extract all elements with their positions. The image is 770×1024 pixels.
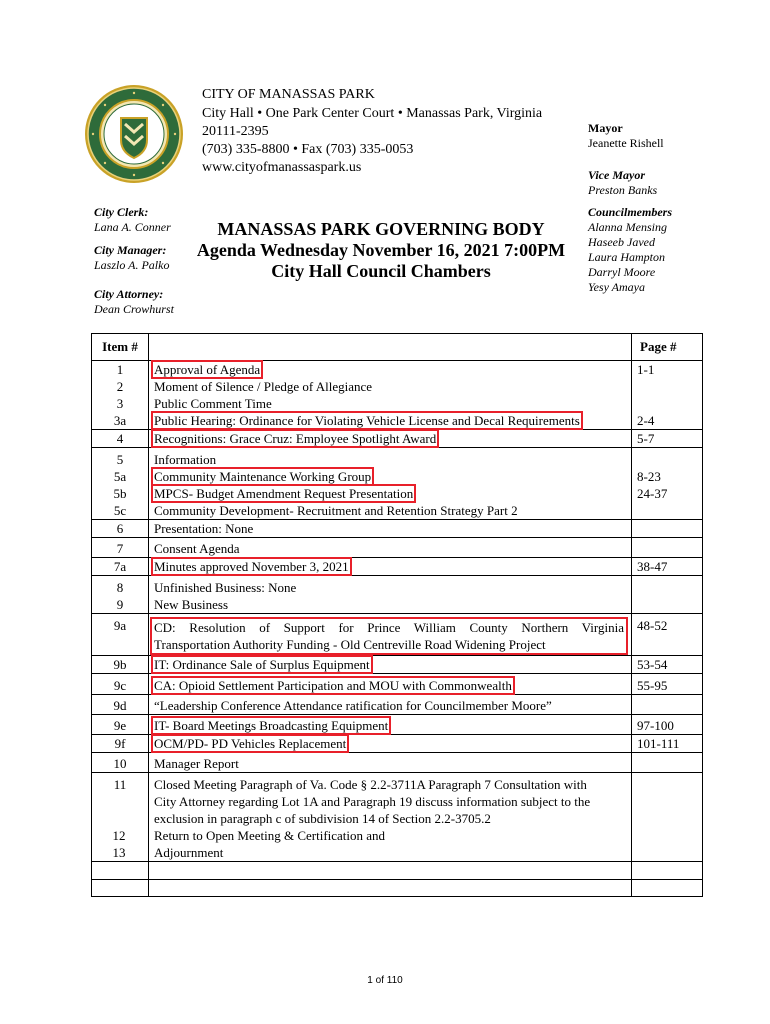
- item-number: 9b: [113, 657, 127, 672]
- item-number: 9c: [113, 678, 127, 693]
- item-text: Community Development- Recruitment and Retention Strategy Part 2: [154, 503, 518, 518]
- table-row: [92, 538, 703, 558]
- councilmember-name: Yesy Amaya: [588, 280, 645, 294]
- councilmember-name: Haseeb Javed: [588, 235, 655, 249]
- table-row: [92, 430, 703, 448]
- phone-line: (703) 335-8800 • Fax (703) 335-0053: [202, 142, 414, 157]
- item-number: 2: [116, 379, 124, 394]
- page-range: 48-52: [637, 618, 668, 633]
- mayor-block: [588, 121, 664, 151]
- table-header-row: [92, 334, 703, 361]
- item-number: 10: [113, 756, 127, 771]
- councilmembers-block: [588, 205, 672, 295]
- minutes-link[interactable]: Minutes approved November 3, 2021: [151, 557, 352, 576]
- city-manager-name: Laszlo A. Palko: [94, 258, 170, 272]
- item-text: Adjournment: [154, 845, 224, 860]
- councilmembers-title: Councilmembers: [588, 205, 673, 219]
- pd-vehicles-link[interactable]: OCM/PD- PD Vehicles Replacement: [151, 734, 349, 753]
- description-column-header: [149, 334, 632, 361]
- item-text: Return to Open Meeting & Certification and: [154, 828, 386, 843]
- table-row: [92, 558, 703, 576]
- item-number: 9a: [113, 618, 127, 633]
- table-row: [92, 614, 703, 656]
- item-number: 13: [112, 845, 126, 860]
- item-text: Transportation Authority Funding - Old Centreville Road Widening Project: [154, 637, 546, 652]
- item-number: 4: [116, 431, 124, 446]
- table-row: [92, 862, 703, 880]
- item-number: 5a: [113, 469, 127, 484]
- page-indicator: 1 of 110: [367, 975, 403, 986]
- vice-mayor-title: Vice Mayor: [588, 168, 645, 182]
- item-number: 8: [116, 580, 124, 595]
- item-text: Unfinished Business: None: [154, 580, 297, 595]
- page-range: 5-7: [637, 431, 655, 446]
- item-number: 6: [116, 521, 124, 536]
- mpcs-budget-link[interactable]: MPCS- Budget Amendment Request Presentation: [151, 484, 416, 503]
- address-line: City Hall • One Park Center Court • Manassas Park, Virginia: [202, 106, 543, 121]
- table-row: [92, 715, 703, 735]
- cd-resolution-link[interactable]: [150, 617, 628, 655]
- city-attorney-name: Dean Crowhurst: [94, 302, 174, 316]
- vice-mayor-name: Preston Banks: [588, 183, 658, 197]
- city-name: CITY OF MANASSAS PARK: [202, 87, 375, 102]
- item-number: 7a: [113, 559, 127, 574]
- item-number: 9e: [113, 718, 127, 733]
- table-row: [92, 674, 703, 695]
- table-row: [92, 576, 703, 614]
- mayor-title: Mayor: [588, 121, 623, 135]
- page-range: 55-95: [637, 678, 668, 693]
- table-row: [92, 880, 703, 897]
- item-text: New Business: [154, 597, 229, 612]
- page-range: 2-4: [637, 413, 655, 428]
- mayor-name: Jeanette Rishell: [588, 136, 664, 150]
- city-seal-logo: [84, 84, 184, 184]
- item-text: Information: [154, 452, 217, 467]
- table-row: [92, 656, 703, 674]
- item-text: City Attorney regarding Lot 1A and Paragraph 19 discuss information subject to the: [154, 794, 591, 809]
- page-range: 24-37: [637, 486, 668, 501]
- chambers-title: City Hall Council Chambers: [271, 261, 491, 281]
- item-column-header: Item #: [92, 334, 149, 361]
- item-number: 12: [112, 828, 126, 843]
- item-number: 11: [113, 777, 127, 792]
- item-description-cell: [149, 361, 632, 430]
- page-cell: [632, 361, 703, 430]
- table-row: [92, 695, 703, 715]
- item-number: 9: [116, 597, 124, 612]
- city-clerk-name: Lana A. Conner: [94, 220, 171, 234]
- page-range: 53-54: [637, 657, 668, 672]
- item-number: 9f: [114, 736, 126, 751]
- item-text: Public Comment Time: [154, 396, 272, 411]
- item-number: 3: [116, 396, 124, 411]
- item-number: 5b: [113, 486, 127, 501]
- agenda-table: [91, 333, 703, 897]
- table-row: [92, 448, 703, 520]
- table-row: [92, 773, 703, 862]
- item-number: 5c: [113, 503, 127, 518]
- item-text: “Leadership Conference Attendance ratification for Councilmember Moore”: [154, 698, 552, 713]
- table-row: [92, 520, 703, 538]
- item-text: Consent Agenda: [154, 541, 240, 556]
- item-number: 1: [116, 362, 124, 377]
- councilmember-name: Alanna Mensing: [588, 220, 667, 234]
- community-maintenance-link[interactable]: Community Maintenance Working Group: [151, 467, 374, 486]
- recognitions-link[interactable]: Recognitions: Grace Cruz: Employee Spotlight Award: [151, 429, 439, 448]
- table-row: [92, 361, 703, 430]
- item-number: 5: [116, 452, 124, 467]
- table-row: [92, 753, 703, 773]
- page-range: 38-47: [637, 559, 668, 574]
- opioid-settlement-link[interactable]: CA: Opioid Settlement Participation and MOU with Commonwealth: [151, 676, 515, 695]
- city-attorney-block: [94, 287, 174, 317]
- page-range: 1-1: [637, 362, 655, 377]
- city-manager-block: [94, 243, 169, 273]
- page-range: 97-100: [637, 718, 674, 733]
- approval-of-agenda-link[interactable]: Approval of Agenda: [151, 360, 263, 379]
- item-text: CD: Resolution of Support for Prince William County Northern Virginia: [154, 620, 624, 635]
- agenda-date-title: Agenda Wednesday November 16, 2021 7:00PM: [196, 240, 566, 260]
- table-row: [92, 735, 703, 753]
- city-attorney-title: City Attorney:: [94, 287, 164, 301]
- it-ordinance-link[interactable]: IT: Ordinance Sale of Surplus Equipment: [151, 655, 373, 674]
- page-range: 101-111: [637, 736, 680, 751]
- item-text: Closed Meeting Paragraph of Va. Code § 2.2-3711A Paragraph 7 Consultation with: [154, 777, 587, 792]
- item-number: 7: [116, 541, 124, 556]
- website-link: www.cityofmanassaspark.us: [202, 160, 362, 175]
- item-text: Moment of Silence / Pledge of Allegiance: [154, 379, 373, 394]
- item-text: Manager Report: [154, 756, 239, 771]
- councilmember-name: Darryl Moore: [588, 265, 656, 279]
- city-clerk-title: City Clerk:: [94, 205, 149, 219]
- vice-mayor-block: [588, 168, 657, 198]
- city-manager-title: City Manager:: [94, 243, 167, 257]
- page-range: 8-23: [637, 469, 661, 484]
- item-text: exclusion in paragraph c of subdivision 14 of Section 2.2-3705.2: [154, 811, 491, 826]
- city-clerk-block: [94, 205, 171, 235]
- item-number: 3a: [113, 413, 127, 428]
- page-column-header: Page #: [632, 334, 703, 361]
- public-hearing-link[interactable]: Public Hearing: Ordinance for Violating Vehicle License and Decal Requirements: [151, 411, 583, 430]
- councilmember-name: Laura Hampton: [588, 250, 666, 264]
- item-number-cell: [92, 361, 149, 430]
- governing-body-title: MANASSAS PARK GOVERNING BODY: [217, 219, 545, 239]
- zip-line: 20111-2395: [202, 124, 269, 139]
- broadcasting-equipment-link[interactable]: IT- Board Meetings Broadcasting Equipment: [151, 716, 391, 735]
- item-text: Presentation: None: [154, 521, 254, 536]
- item-number: 9d: [113, 698, 127, 713]
